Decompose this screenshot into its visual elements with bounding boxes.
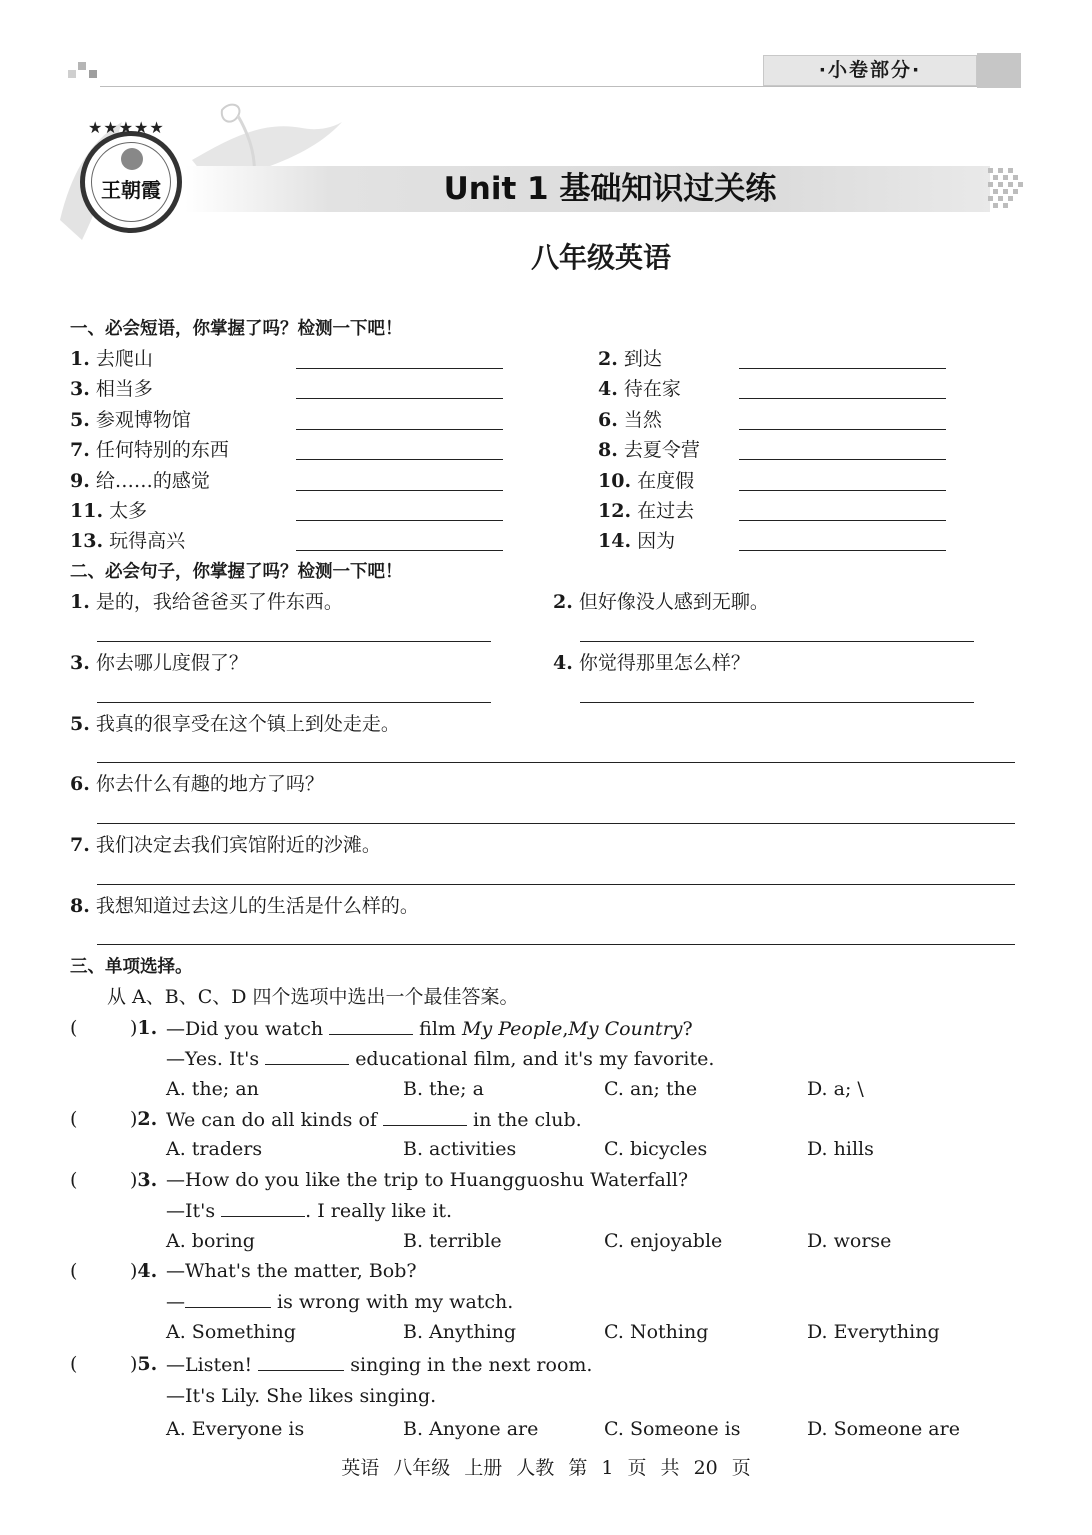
answer-line[interactable] [296, 368, 503, 369]
fill-blank[interactable] [221, 1199, 305, 1217]
section-tab-block [977, 53, 1021, 88]
option-a[interactable]: A. the; an [166, 1078, 259, 1100]
fill-blank[interactable] [265, 1047, 349, 1065]
option-d[interactable]: D. Someone are [807, 1418, 960, 1440]
section3-heading: 三、单项选择。 [70, 957, 193, 977]
answer-line[interactable] [296, 398, 503, 399]
phrase-item: 6. 当然 [598, 409, 662, 431]
page-subtitle: 八年级英语 [530, 241, 671, 274]
fill-blank[interactable] [383, 1108, 467, 1126]
question-number: )3. [130, 1169, 158, 1191]
phrase-item: 7. 任何特别的东西 [70, 439, 229, 461]
answer-line[interactable] [739, 490, 946, 491]
option-a[interactable]: A. Something [166, 1321, 296, 1343]
answer-line[interactable] [97, 762, 1015, 763]
answer-paren-open[interactable]: ( [70, 1108, 78, 1130]
phrase-item: 9. 给……的感觉 [70, 470, 210, 492]
sentence-item: 1. 是的，我给爸爸买了件东西。 [70, 591, 343, 613]
option-b[interactable]: B. the; a [403, 1078, 484, 1100]
question-number: )2. [130, 1108, 158, 1130]
phrase-item: 12. 在过去 [598, 500, 695, 522]
answer-line[interactable] [97, 641, 491, 642]
page-footer: 英语 八年级 上册 人教 第 1 页 共 20 页 [341, 1457, 751, 1479]
question-stem: —Listen! singing in the next room. [166, 1354, 593, 1376]
section-tab: ·小卷部分· [763, 55, 977, 86]
option-b[interactable]: B. terrible [403, 1230, 502, 1252]
option-d[interactable]: D. Everything [807, 1321, 940, 1343]
answer-paren-open[interactable]: ( [70, 1169, 78, 1191]
corner-square [89, 70, 97, 78]
option-a[interactable]: A. Everyone is [166, 1418, 305, 1440]
sentence-item: 4. 你觉得那里怎么样？ [553, 652, 750, 674]
option-d[interactable]: D. worse [807, 1230, 892, 1252]
sentence-item: 7. 我们决定去我们宾馆附近的沙滩。 [70, 834, 381, 856]
answer-line[interactable] [97, 884, 1015, 885]
fill-blank[interactable] [185, 1290, 271, 1308]
answer-line[interactable] [296, 520, 503, 521]
section3-instruction: 从 A、B、C、D 四个选项中选出一个最佳答案。 [107, 986, 519, 1008]
answer-line[interactable] [739, 429, 946, 430]
option-c[interactable]: C. enjoyable [604, 1230, 723, 1252]
logo-text: 王朝霞 [101, 178, 161, 202]
question-number: )4. [130, 1260, 158, 1282]
answer-line[interactable] [296, 429, 503, 430]
corner-square [68, 70, 76, 78]
answer-line[interactable] [580, 641, 974, 642]
question-number: )1. [130, 1017, 158, 1039]
option-b[interactable]: B. Anyone are [403, 1418, 539, 1440]
answer-line[interactable] [296, 550, 503, 551]
answer-line[interactable] [739, 520, 946, 521]
option-d[interactable]: D. hills [807, 1138, 874, 1160]
logo-seal [80, 131, 182, 233]
question-stem: —Did you watch film My People,My Country? [166, 1018, 693, 1040]
option-b[interactable]: B. activities [403, 1138, 517, 1160]
answer-line[interactable] [580, 702, 974, 703]
sentence-item: 5. 我真的很享受在这个镇上到处走走。 [70, 713, 400, 735]
option-c[interactable]: C. Someone is [604, 1418, 741, 1440]
phrase-item: 10. 在度假 [598, 470, 695, 492]
answer-line[interactable] [97, 702, 491, 703]
phrase-item: 8. 去夏令营 [598, 439, 700, 461]
option-a[interactable]: A. traders [166, 1138, 263, 1160]
answer-line[interactable] [739, 550, 946, 551]
fill-blank[interactable] [329, 1017, 413, 1035]
phrase-item: 14. 因为 [598, 530, 676, 552]
answer-line[interactable] [739, 368, 946, 369]
question-stem: —What's the matter, Bob? [166, 1260, 417, 1282]
answer-paren-open[interactable]: ( [70, 1260, 78, 1282]
answer-line[interactable] [739, 398, 946, 399]
question-stem: —How do you like the trip to Huangguoshu Waterfall? [166, 1169, 689, 1191]
logo-stars: ★★★★★ [88, 118, 165, 137]
corner-square [78, 62, 86, 70]
option-d[interactable]: D. a; \ [807, 1078, 864, 1100]
fill-blank[interactable] [258, 1353, 344, 1371]
option-c[interactable]: C. Nothing [604, 1321, 709, 1343]
phrase-item: 3. 相当多 [70, 378, 153, 400]
question-stem: —It's Lily. She likes singing. [166, 1385, 437, 1407]
option-c[interactable]: C. an; the [604, 1078, 698, 1100]
phrase-item: 11. 太多 [70, 500, 148, 522]
question-stem: — is wrong with my watch. [166, 1291, 514, 1313]
answer-line[interactable] [739, 459, 946, 460]
phrase-item: 13. 玩得高兴 [70, 530, 186, 552]
answer-line[interactable] [296, 459, 503, 460]
section2-heading: 二、必会句子，你掌握了吗？检测一下吧！ [70, 562, 403, 582]
sentence-item: 6. 你去什么有趣的地方了吗？ [70, 773, 324, 795]
answer-paren-open[interactable]: ( [70, 1353, 78, 1375]
banner-dots [988, 168, 1024, 210]
option-c[interactable]: C. bicycles [604, 1138, 708, 1160]
sentence-item: 2. 但好像没人感到无聊。 [553, 591, 769, 613]
question-number: )5. [130, 1353, 158, 1375]
sentence-item: 8. 我想知道过去这儿的生活是什么样的。 [70, 895, 419, 917]
option-b[interactable]: B. Anything [403, 1321, 517, 1343]
question-stem: —Yes. It's educational film, and it's my favorite. [166, 1048, 715, 1070]
sentence-item: 3. 你去哪儿度假了？ [70, 652, 248, 674]
answer-paren-open[interactable]: ( [70, 1017, 78, 1039]
header-rule [100, 86, 980, 87]
section1-heading: 一、必会短语，你掌握了吗？检测一下吧！ [70, 319, 403, 339]
answer-line[interactable] [296, 490, 503, 491]
phrase-item: 1. 去爬山 [70, 348, 153, 370]
question-stem: We can do all kinds of in the club. [166, 1109, 582, 1131]
option-a[interactable]: A. boring [166, 1230, 255, 1252]
page-title: Unit 1 基础知识过关练 [443, 171, 777, 207]
answer-line[interactable] [97, 823, 1015, 824]
phrase-item: 2. 到达 [598, 348, 662, 370]
question-stem: —It's . I really like it. [166, 1200, 453, 1222]
answer-line[interactable] [97, 944, 1015, 945]
phrase-item: 4. 待在家 [598, 378, 681, 400]
phrase-item: 5. 参观博物馆 [70, 409, 191, 431]
